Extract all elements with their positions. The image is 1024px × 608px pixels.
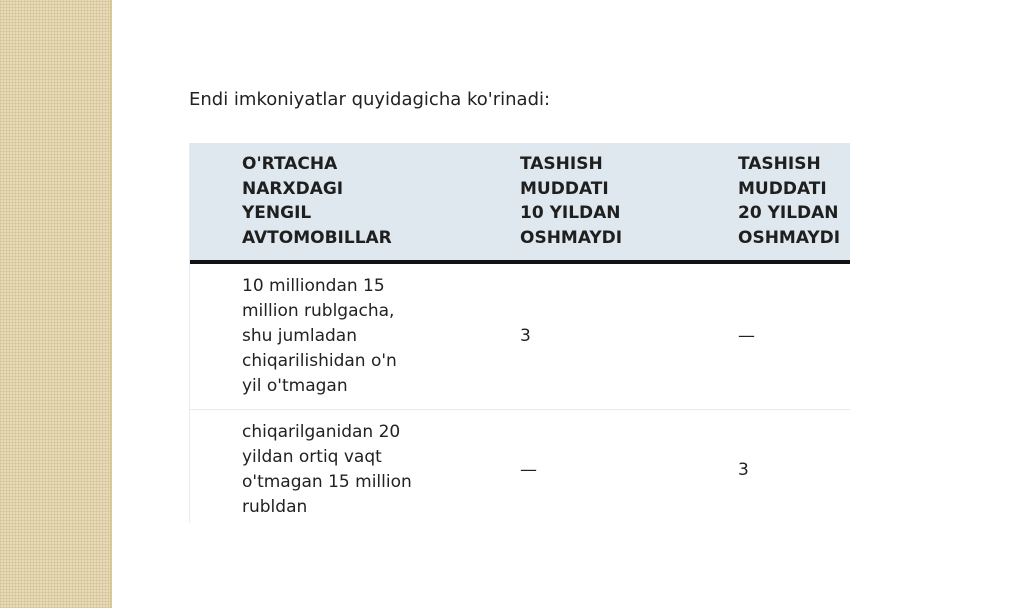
- row-category-cell: 10 milliondan 15 million rublgacha, shu jumladan chiqarilishidan o'n yil o'tmagan: [242, 276, 397, 396]
- table-row: [190, 410, 850, 523]
- row-value-up-to-20: 3: [738, 460, 749, 480]
- decorative-side-strip: [0, 0, 112, 608]
- row-category-cell: chiqarilganidan 20 yildan ortiq vaqt o'tmagan 15 million rubldan: [242, 422, 412, 517]
- header-cell-up-to-10-years: TASHISH MUDDATI 10 YILDAN OSHMAYDI: [520, 154, 623, 248]
- row-value-up-to-20: —: [738, 326, 755, 346]
- comparison-table: [189, 143, 850, 523]
- row-value-up-to-10: 3: [520, 326, 531, 346]
- row-value-up-to-10: —: [520, 460, 537, 480]
- header-cell-up-to-20-years: TASHISH MUDDATI 20 YILDAN OSHMAYDI: [738, 154, 841, 248]
- table-row: [190, 264, 850, 410]
- intro-text: Endi imkoniyatlar quyidagicha ko'rinadi:: [189, 89, 551, 110]
- table-header: [190, 143, 850, 264]
- header-cell-category: O'RTACHA NARXDAGI YENGIL AVTOMOBILLAR: [242, 154, 392, 248]
